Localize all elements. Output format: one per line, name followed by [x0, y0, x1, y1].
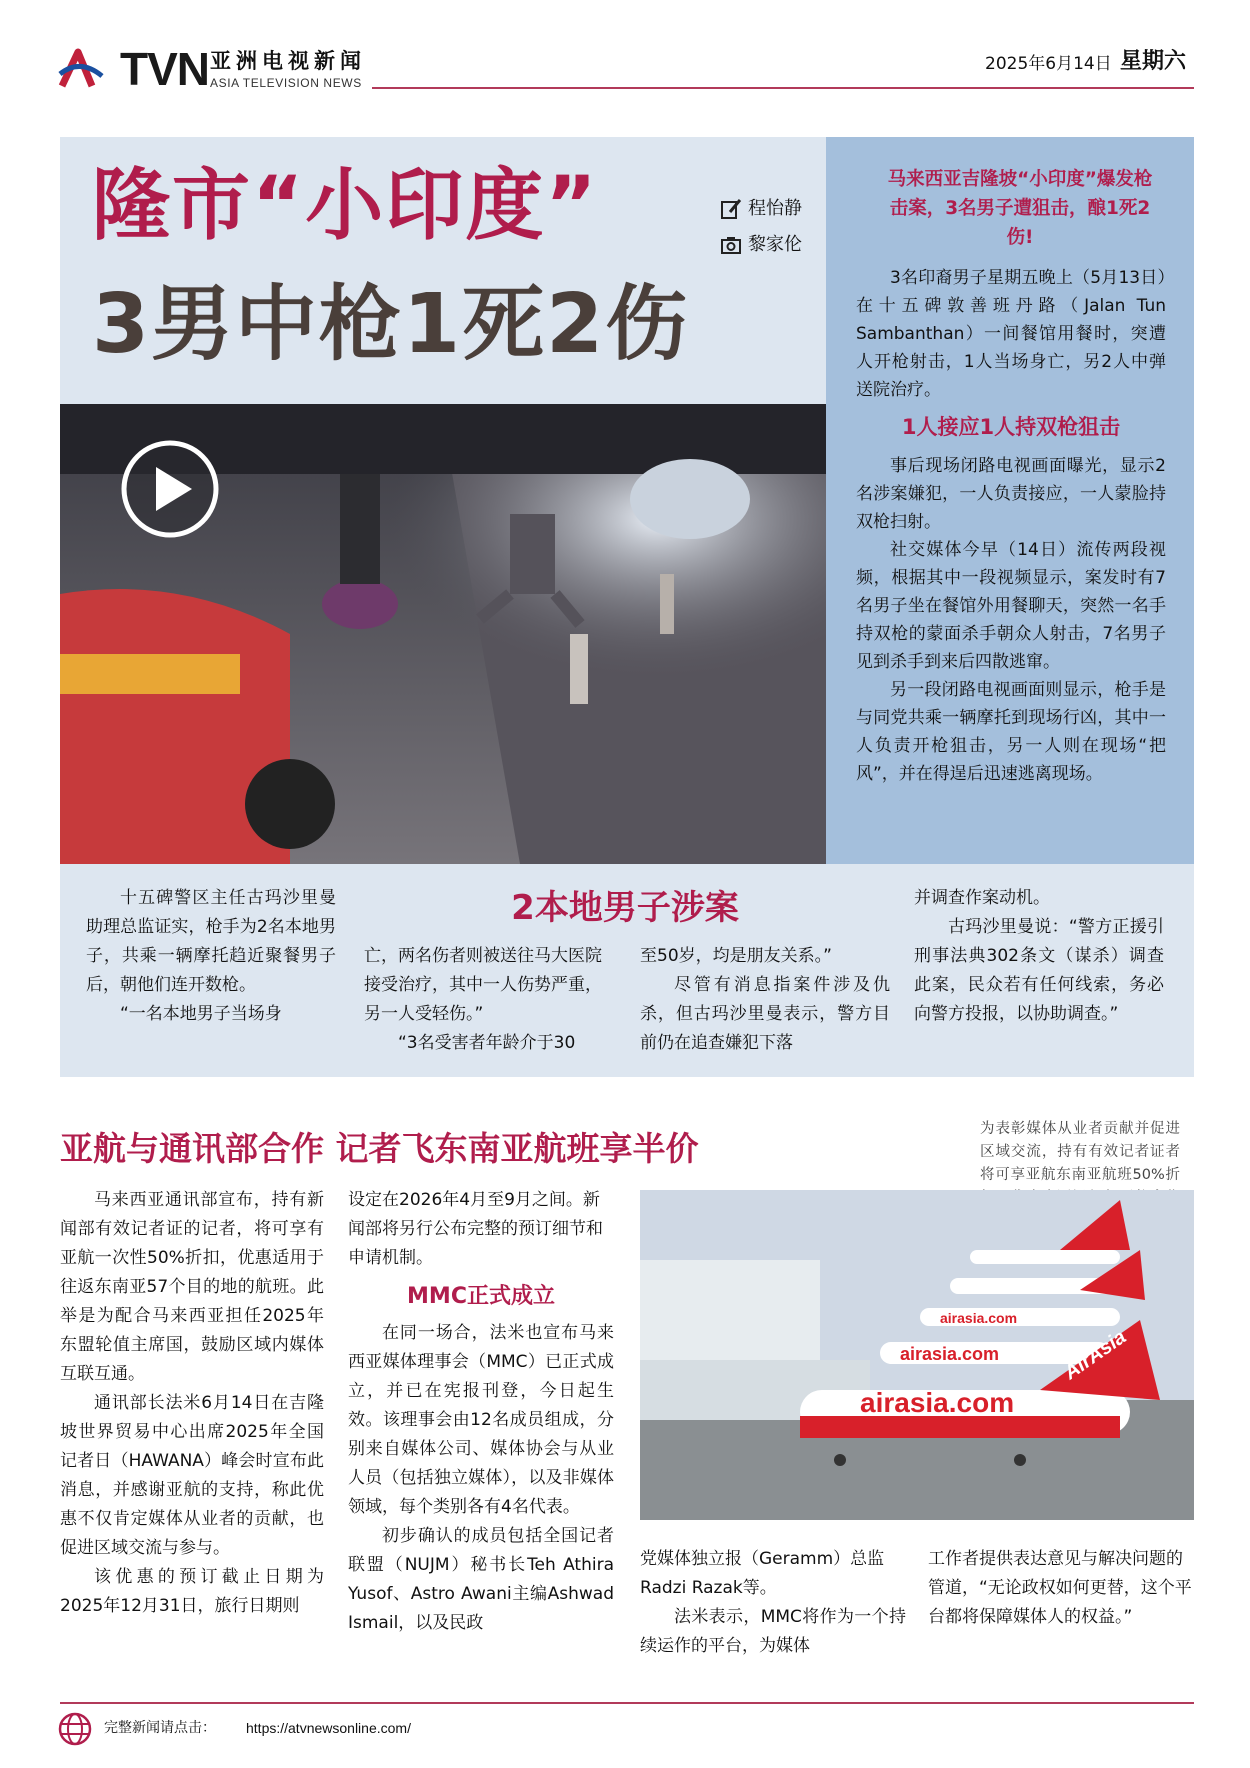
story1-headline-line2: 3男中枪1死2伤: [92, 277, 690, 372]
issue-weekday: 星期六: [1120, 49, 1187, 74]
story1-paragraph: “3名受害者年龄介于30: [398, 1033, 576, 1053]
story1-subhead2: 2本地男子涉案: [511, 888, 739, 928]
story1-bottom-column-2: [364, 942, 614, 1058]
byline-photographer: [720, 234, 802, 256]
story2-paragraph: 通讯部长法米6月14日在吉隆坡世界贸易中心出席2025年全国记者日（HAWANA）峰会时宣布此消息，并感谢亚航的支持，称此优惠不仅肯定媒体从业者的贡献，也促进区域交流与参与。: [60, 1393, 324, 1558]
story2-paragraph: 工作者提供表达意见与解决问题的管道，“无论政权如何更替，这个平台都将保障媒体人的权益。”: [928, 1549, 1192, 1627]
airport-scene-image: [640, 1190, 1194, 1520]
story2-paragraph: 初步确认的成员包括全国记者联盟（NUJM）秘书长Teh Athira Yusof、Astro Awani主编Ashwad Ismail，以及民政: [348, 1526, 614, 1633]
livery-text: airasia.com: [860, 1387, 1015, 1418]
story2-column-1: [60, 1186, 324, 1621]
livery-text: airasia.com: [940, 1310, 1018, 1326]
story1-paragraph: 事后现场闭路电视画面曝光，显示2名涉案嫌犯，一人负责接应，一人蒙脸持双枪扫射。: [856, 456, 1166, 532]
airasia-planes-photo: [640, 1190, 1194, 1520]
story2-column-3: [640, 1545, 906, 1661]
tail-text: AirAsia: [1060, 1325, 1131, 1385]
story1-paragraph: 3名印裔男子星期五晚上（5月13日）在十五碑敦善班丹路（Jalan Tun Sambanthan）一间餐馆用餐时，突遭人开枪射击，1人当场身亡，另2人中弹送院治疗。: [856, 268, 1166, 400]
story2-subhead: MMC正式成立: [407, 1284, 555, 1309]
brand-name-cn: 亚洲电视新闻: [210, 49, 366, 73]
story1-bottom-column-3: [640, 942, 890, 1058]
footer-rule: [60, 1702, 1194, 1704]
story1-paragraph: “一名本地男子当场身: [120, 1004, 282, 1024]
story2-paragraph: 党媒体独立报（Geramm）总监Radzi Razak等。: [640, 1549, 885, 1598]
story2-column-4: [928, 1545, 1194, 1632]
livery-text: airasia.com: [900, 1344, 1000, 1364]
story1-subhead1: 1人接应1人持双枪狙击: [901, 415, 1121, 439]
cctv-video-still[interactable]: [60, 404, 826, 864]
logo-wordmark: TVN: [120, 43, 209, 95]
globe-icon[interactable]: [58, 1712, 92, 1746]
story2-paragraph: 法米表示，MMC将作为一个持续运作的平台，为媒体: [640, 1607, 906, 1656]
cctv-scene-image: [60, 404, 826, 864]
story1-paragraph: 尽管有消息指案件涉及仇杀，但古玛沙里曼表示，警方目前仍在追查嫌犯下落: [640, 975, 890, 1053]
story1-paragraph: 十五碑警区主任古玛沙里曼助理总监证实，枪手为2名本地男子，共乘一辆摩托趋近聚餐男子后，朝他们连开数枪。: [86, 888, 336, 995]
story2-paragraph: 马来西亚通讯部宣布，持有新闻部有效记者证的记者，将可享有亚航一次性50%折扣，优惠适用于往返东南亚57个目的地的航班。此举是为配合马来西亚担任2025年东盟轮值主席国，鼓励区域内媒体互联互通。: [60, 1190, 324, 1384]
pen-icon: [720, 198, 742, 220]
brand-name-en: ASIA TELEVISION NEWS: [210, 76, 362, 90]
story2-headline: 亚航与通讯部合作 记者飞东南亚航班享半价: [60, 1129, 699, 1168]
story1-headline-line1: 隆市“小印度”: [92, 161, 599, 251]
story1-sidebar-column: [856, 264, 1166, 788]
story2-photo-caption: 为表彰媒体从业者贡献并促进区域交流，持有有效记者证者将可享亚航东南亚航班50%折: [980, 1121, 1180, 1183]
byline-writer: [720, 198, 802, 220]
story1-paragraph: 并调查作案动机。: [914, 888, 1050, 908]
story1-paragraph: 至50岁，均是朋友关系。”: [640, 946, 832, 966]
story1-paragraph: 另一段闭路电视画面则显示，枪手是与同党共乘一辆摩托到现场行凶，其中一人负责开枪狙击，另一人则在现场“把风”，并在得逞后迅速逃离现场。: [856, 680, 1166, 784]
story1-paragraph: 古玛沙里曼说：“警方正援引刑事法典302条文（谋杀）调查此案，民众若有任何线索，务必向警方投报，以协助调查。”: [914, 917, 1164, 1024]
story2-paragraph: 设定在2026年4月至9月之间。新闻部将另行公布完整的预订细节和申请机制。: [348, 1190, 603, 1268]
footer-label: 完整新闻请点击：: [104, 1720, 216, 1736]
header-rule: [372, 87, 1194, 89]
story1-lead: 马来西亚吉隆坡“小印度”爆发枪击案，3名男子遭狙击，酿1死2伤!: [887, 169, 1153, 248]
story2-column-2: [348, 1186, 614, 1638]
byline-photographer-name: 黎家伦: [748, 234, 802, 255]
camera-icon: [720, 234, 742, 256]
byline-writer-name: 程怡静: [748, 198, 802, 219]
story1-bottom-column-1: [86, 884, 336, 1029]
story1-bottom-column-4: [914, 884, 1164, 1029]
issue-date: 2025年6月14日: [985, 54, 1112, 74]
story2-paragraph: 在同一场合，法米也宣布马来西亚媒体理事会（MMC）已正式成立，并已在宪报刊登，今日起生效。该理事会由12名成员组成，分别来自媒体公司、媒体协会与从业人员（包括独立媒体），以及非媒体领域，每个类别各有4名代表。: [348, 1323, 614, 1517]
story2-paragraph: 该优惠的预订截止日期为2025年12月31日，旅行日期则: [60, 1567, 324, 1616]
story1-paragraph: 社交媒体今早（14日）流传两段视频，根据其中一段视频显示，案发时有7名男子坐在餐馆外用餐聊天，突然一名手持双枪的蒙面杀手朝众人射击，7名男子见到杀手到来后四散逃窜。: [856, 540, 1166, 672]
footer-link[interactable]: https://atvnewsonline.com/: [246, 1720, 411, 1736]
story1-paragraph: 亡，两名伤者则被送往马大医院接受治疗，其中一人伤势严重，另一人受轻伤。”: [364, 946, 602, 1024]
